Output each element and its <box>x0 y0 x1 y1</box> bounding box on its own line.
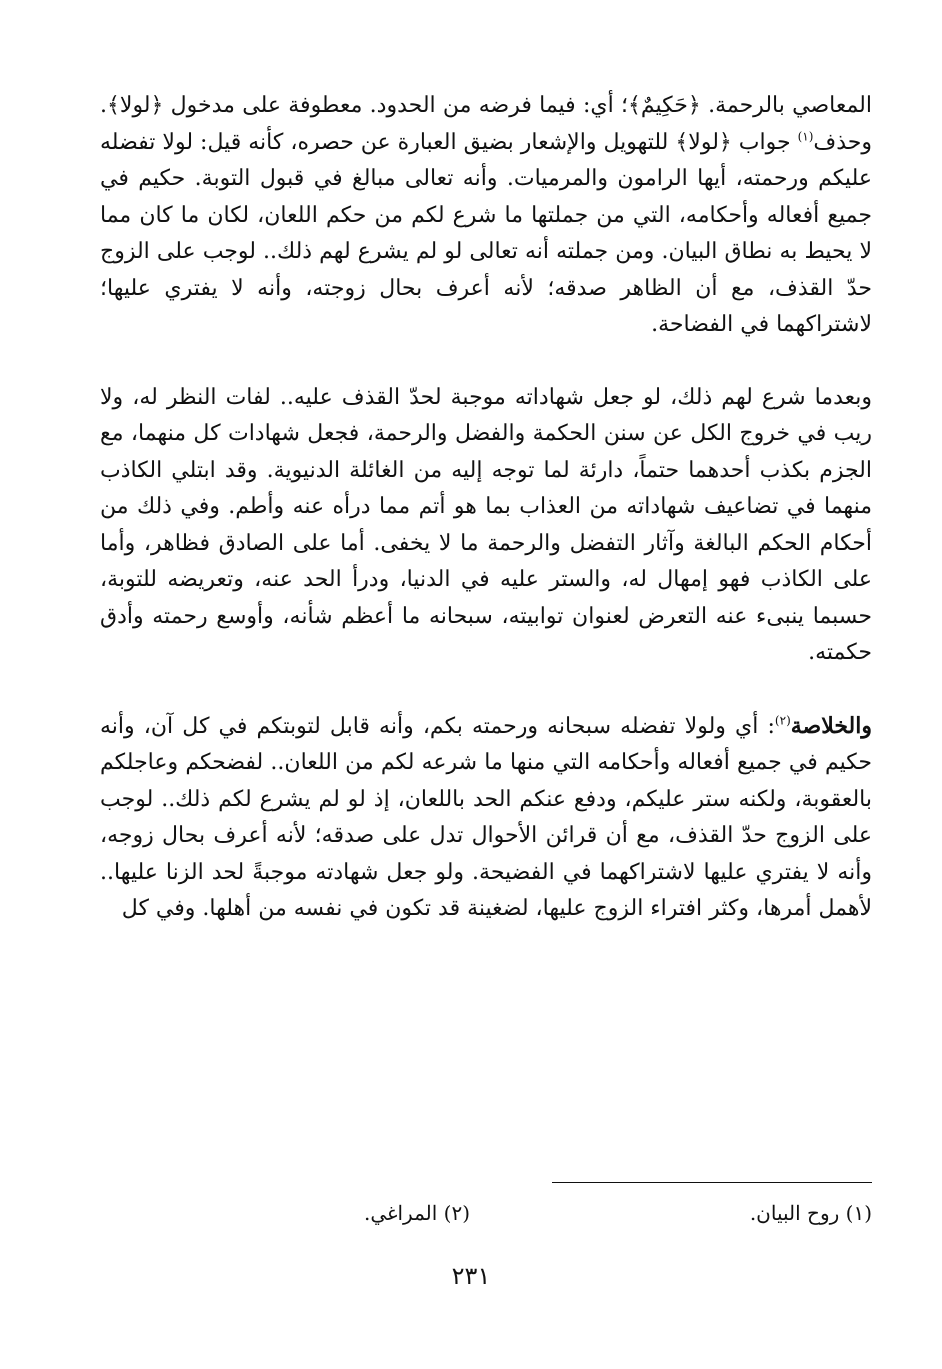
quran-quote: ﴿حَكِيمٌ﴾ <box>627 93 701 118</box>
text-run: وبعدما شرع لهم ذلك، لو جعل شهاداته موجبة لحدّ القذف عليه.. لفات النظر له، ولا ريب في خروج الكل عن سنن الحكمة والفضل والرحمة، فجعل شهادات كل منهما، مع الجزم بكذب أحدهما حتماً، دارئة لما توجه إليه من الغائلة الدنيوية. وقد ابتلي الكاذب منهما في تضاعيف شهاداته من العذاب بما هو أتم مما درأه عنه وأطم. وفي ذلك من أحكام الحكم البالغة وآثار التفضل والرحمة ما لا يخفى. أما على الصادق فظاهر، وأما على الكاذب فهو إمهال له، والستر عليه في الدنيا، ودرأ الحد عنه، وتعريضه للتوبة، حسبما ينبىء عنه التعرض لعنوان توابيته، سبحانه ما أعظم شأنه، وأوسع رحمته وأدق حكمته. <box>100 384 872 665</box>
paragraph-2 <box>100 380 872 672</box>
footnote-ref: (١) <box>797 129 814 144</box>
paragraph-3 <box>100 708 872 928</box>
text-run: جواب <box>731 129 798 155</box>
text-run: للتهويل والإشعار بضيق العبارة عن حصره، كأنه قيل: لولا تفضله عليكم ورحمته، أيها الرامون والمرميات. وأنه تعالى مبالغ في قبول التوبة. حكيم في جميع أفعاله وأحكامه، التي من جملتها ما شرع لكم من حكم اللعان، لكان ما كان مما لا يحيط به نطاق البيان. ومن جملته أنه تعالى لو لم يشرع لهم ذلك.. لوجب على الزوج حدّ القذف، مع أن الظاهر صدقه؛ لأنه أعرف بحال زوجته، وأنه لا يفتري عليها؛ لاشتراكهما في الفضاحة. <box>100 129 872 337</box>
quran-quote: ﴿لولا﴾ <box>107 93 164 118</box>
page-body <box>100 88 872 928</box>
footnote-divider <box>552 1182 872 1183</box>
quran-quote: ﴿لولا﴾ <box>675 129 732 155</box>
text-run: : أي ولولا تفضله سبحانه ورحمته بكم، وأنه قابل لتوبتكم في كل آن، وأنه حكيم في جميع أفعاله وأحكامه التي منها ما شرعه لكم من اللعان.. لفضحكم وعاجلكم بالعقوبة، ولكنه ستر عليكم، ودفع عنكم الحد باللعان، إذ لو لم يشرع لكم ذلك.. لوجب على الزوج حدّ القذف، مع أن قرائن الأحوال تدل على صدقه؛ لأنه أعرف بحال زوجه، وأنه لا يفتري عليها لاشتراكهما في الفضيحة. ولو جعل شهادته موجبةً لحد الزنا عليها.. لأهمل أمرها، وكثر افتراء الزوج عليها، لضغينة قد تكون في نفسه من أهلها. وفي كل <box>100 713 872 921</box>
page-number: ٢٣١ <box>451 1262 491 1290</box>
text-run: ؛ أي: فيما فرضه من الحدود. معطوفة على مدخول <box>163 93 628 118</box>
section-heading: والخلاصة <box>790 712 872 739</box>
paragraph-1 <box>100 88 872 344</box>
text-run: . وحذف <box>100 93 872 155</box>
footnote-1: (١) روح البيان. <box>749 1201 872 1225</box>
footnote-2: (٢) المراغي. <box>363 1201 470 1225</box>
footnote-ref: (٢) <box>774 713 791 728</box>
text-run: المعاصي بالرحمة. <box>700 93 872 118</box>
